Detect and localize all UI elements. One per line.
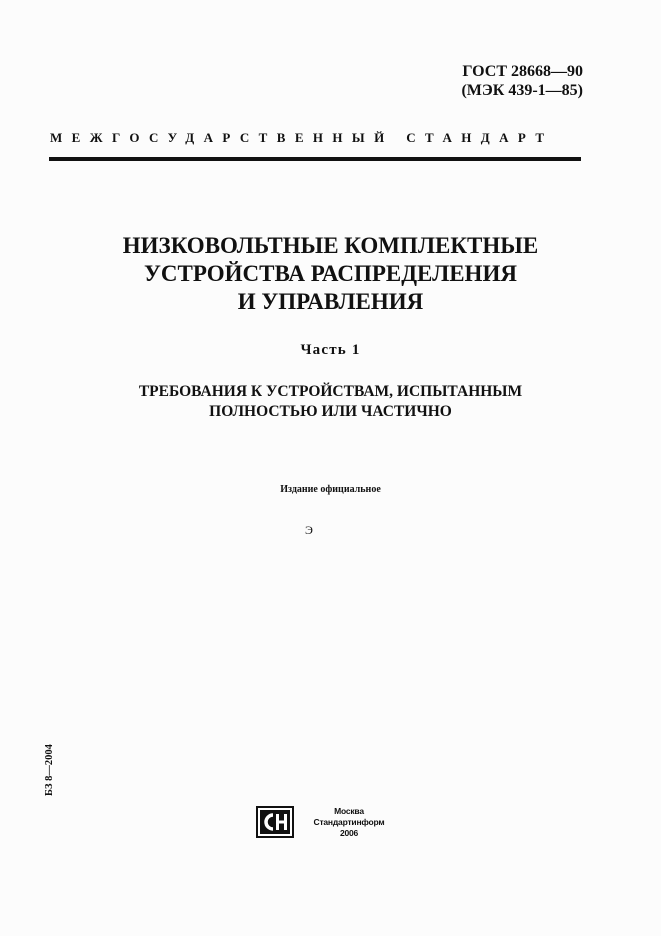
title-line: УСТРОЙСТВА РАСПРЕДЕЛЕНИЯ [144, 261, 517, 286]
subtitle-line: ТРЕБОВАНИЯ К УСТРОЙСТВАМ, ИСПЫТАННЫМ [138, 383, 523, 400]
publisher-year: 2006 [339, 828, 359, 838]
header-rule [49, 157, 581, 161]
publisher-block [304, 806, 394, 839]
document-title [40, 232, 621, 316]
interstate-standard-banner: МЕЖГОСУДАРСТВЕННЫЙ СТАНДАРТ [50, 130, 554, 145]
title-line: НИЗКОВОЛЬТНЫЕ КОМПЛЕКТНЫЕ [122, 233, 539, 258]
part-label: Часть 1 [300, 342, 361, 358]
publisher-city: Москва [334, 806, 364, 816]
publisher-name: Стандартинформ [313, 817, 385, 827]
iec-number: (МЭК 439-1—85) [461, 82, 583, 99]
document-subtitle [40, 382, 621, 422]
standartinform-logo-icon [256, 806, 294, 838]
standard-number-block [461, 62, 583, 100]
subtitle-line: ПОЛНОСТЬЮ ИЛИ ЧАСТИЧНО [209, 403, 452, 420]
classification-mark: Э [305, 523, 313, 537]
side-code: БЗ 8—2004 [44, 744, 55, 796]
gost-number: ГОСТ 28668—90 [462, 63, 583, 80]
edition-label: Издание официальное [280, 484, 381, 495]
title-line: И УПРАВЛЕНИЯ [237, 289, 424, 314]
